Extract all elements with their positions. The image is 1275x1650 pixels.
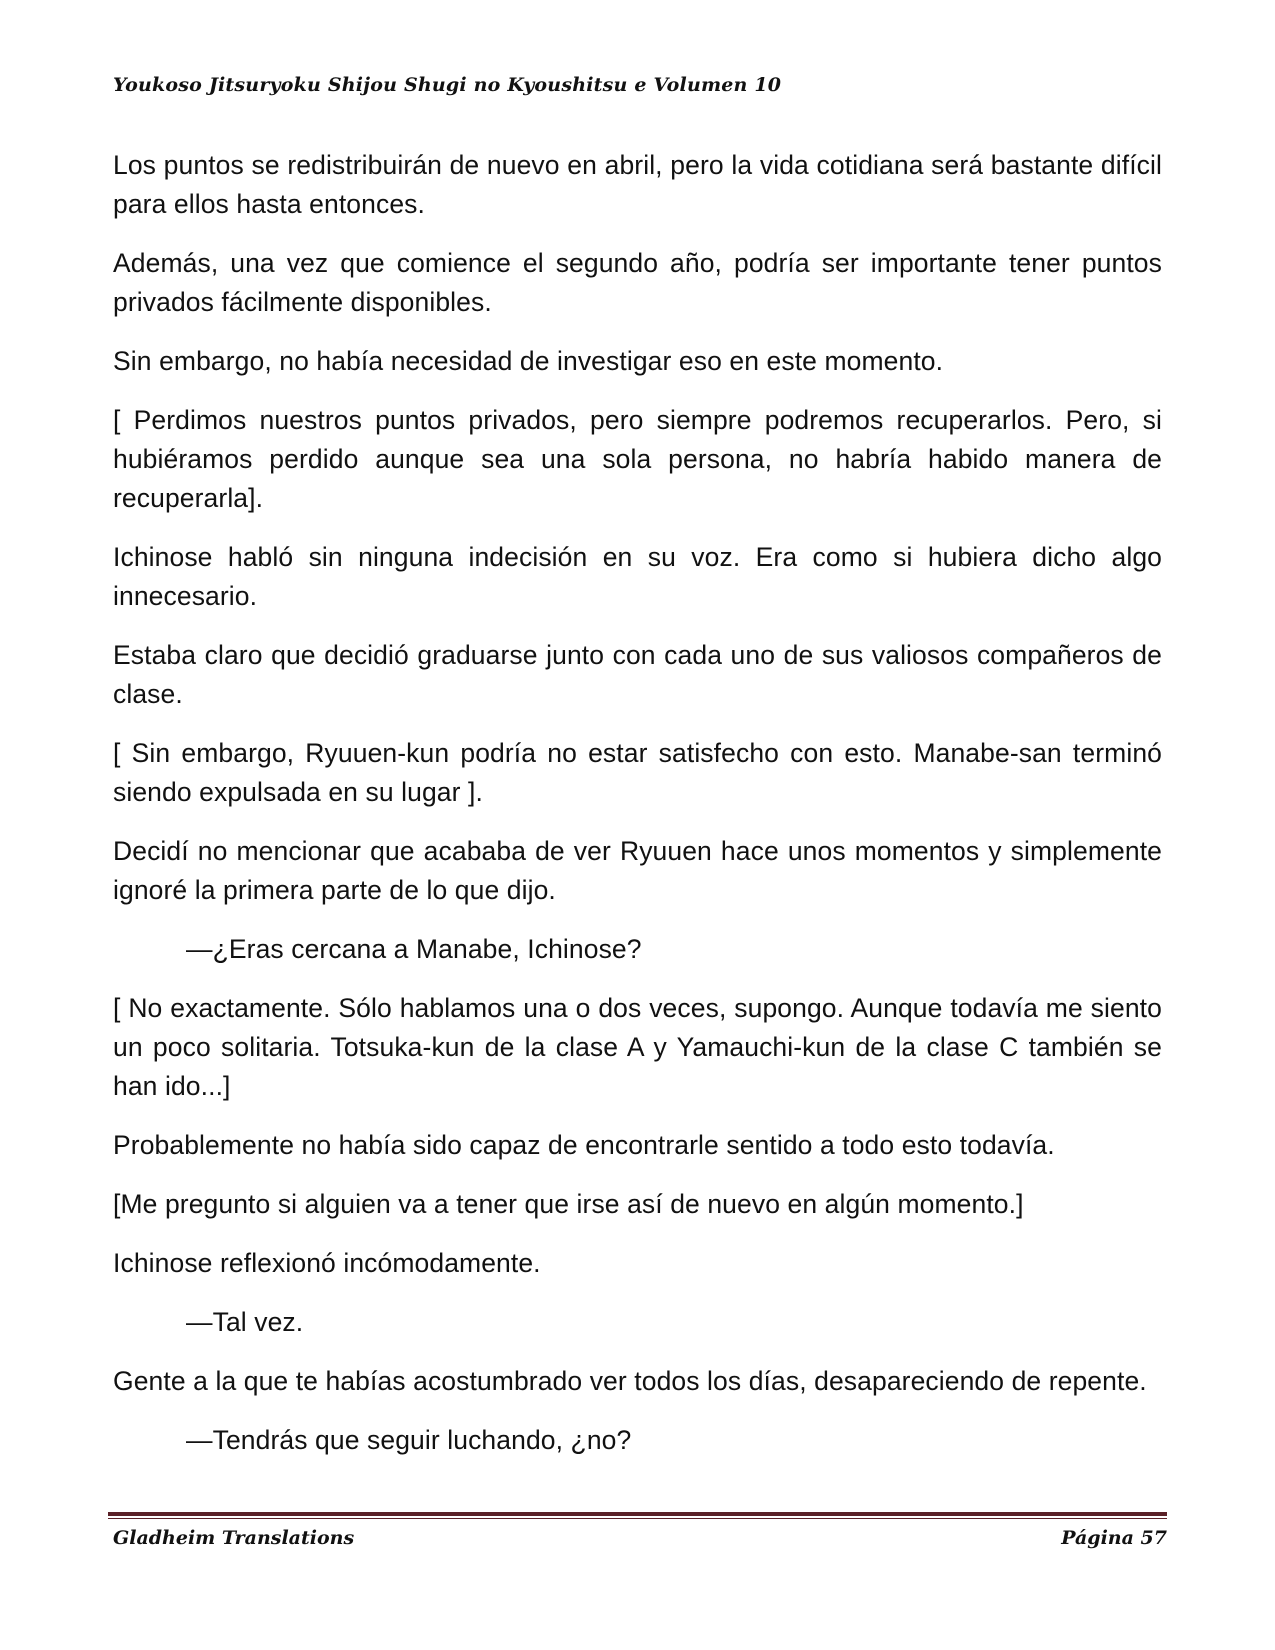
- paragraph: —¿Eras cercana a Manabe, Ichinose?: [186, 934, 642, 964]
- paragraph: —Tendrás que seguir luchando, ¿no?: [186, 1425, 632, 1455]
- body-text: [113, 146, 1162, 1480]
- footer-rule-thick: [108, 1512, 1167, 1516]
- paragraph: Decidí no mencionar que acababa de ver Ryuuen hace unos momentos y simplemente ignoré la primera parte de lo que dijo.: [113, 836, 1162, 905]
- page-number: Página 57: [1061, 1527, 1167, 1549]
- footer-rule: [108, 1512, 1167, 1519]
- paragraph: Los puntos se redistribuirán de nuevo en abril, pero la vida cotidiana será bastante difícil para ellos hasta entonces.: [113, 150, 1162, 219]
- paragraph: Ichinose habló sin ninguna indecisión en su voz. Era como si hubiera dicho algo innecesario.: [113, 542, 1162, 611]
- paragraph: Además, una vez que comience el segundo año, podría ser importante tener puntos privados fácilmente disponibles.: [113, 248, 1162, 317]
- footer-rule-thin: [108, 1518, 1167, 1519]
- paragraph: [Me pregunto si alguien va a tener que irse así de nuevo en algún momento.]: [113, 1189, 1024, 1219]
- paragraph: [ No exactamente. Sólo hablamos una o dos veces, supongo. Aunque todavía me siento un poco solitaria. Totsuka-kun de la clase A y Yamauchi-kun de la clase C también se han ido...]: [113, 993, 1162, 1101]
- running-header: Youkoso Jitsuryoku Shijou Shugi no Kyoushitsu e Volumen 10: [113, 74, 782, 96]
- paragraph: Gente a la que te habías acostumbrado ver todos los días, desapareciendo de repente.: [113, 1366, 1147, 1396]
- paragraph: Sin embargo, no había necesidad de investigar eso en este momento.: [113, 346, 944, 376]
- paragraph: Estaba claro que decidió graduarse junto con cada uno de sus valiosos compañeros de clase.: [113, 640, 1162, 709]
- paragraph: Probablemente no había sido capaz de encontrarle sentido a todo esto todavía.: [113, 1130, 1055, 1160]
- paragraph: [ Perdimos nuestros puntos privados, pero siempre podremos recuperarlos. Pero, si hubiéramos perdido aunque sea una sola persona, no habría habido manera de recuperarla].: [113, 405, 1162, 513]
- footer-publisher: Gladheim Translations: [113, 1527, 355, 1549]
- paragraph: Ichinose reflexionó incómodamente.: [113, 1248, 541, 1278]
- paragraph: —Tal vez.: [186, 1307, 304, 1337]
- paragraph: [ Sin embargo, Ryuuen-kun podría no estar satisfecho con esto. Manabe-san terminó siendo expulsada en su lugar ].: [113, 738, 1162, 807]
